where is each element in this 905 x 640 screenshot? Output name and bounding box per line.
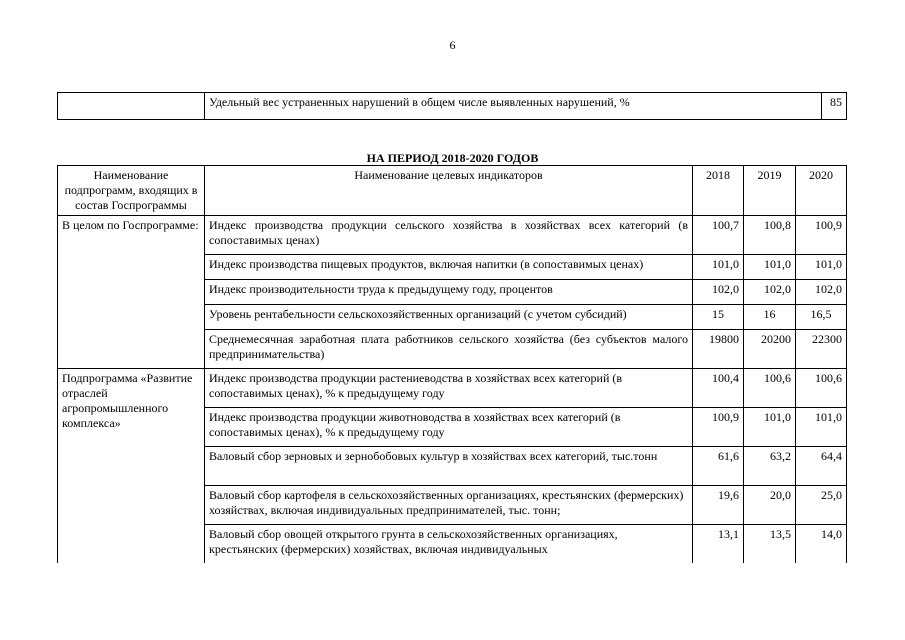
header-subprogram: Наименование подпрограмм, входящих в состав Госпрограммы	[58, 166, 205, 216]
value-cell: 101,0	[744, 408, 796, 447]
empty-cell	[58, 93, 205, 120]
value-cell: 16,5	[796, 305, 847, 330]
value-cell: 19,6	[693, 486, 744, 525]
table-row	[58, 93, 847, 120]
indicators-table	[57, 165, 847, 563]
header-year: 2020	[796, 166, 847, 216]
indicator-cell: Индекс производства продукции сельского хозяйства в хозяйствах всех категорий (в сопоставимых ценах)	[205, 216, 693, 255]
value-cell: 63,2	[744, 447, 796, 486]
value-cell: 16	[744, 305, 796, 330]
value-cell: 64,4	[796, 447, 847, 486]
indicator-cell: Среднемесячная заработная плата работников сельского хозяйства (без субъектов малого предпринимательства)	[205, 330, 693, 369]
value-cell: 101,0	[796, 255, 847, 280]
table-row	[58, 216, 847, 255]
value-cell: 101,0	[693, 255, 744, 280]
header-indicator: Наименование целевых индикаторов	[205, 166, 693, 216]
group-name: В целом по Госпрограмме:	[58, 216, 205, 369]
header-year: 2018	[693, 166, 744, 216]
period-title: НА ПЕРИОД 2018-2020 ГОДОВ	[366, 151, 539, 165]
value-cell: 102,0	[796, 280, 847, 305]
top-table	[57, 92, 847, 120]
value-cell: 22300	[796, 330, 847, 369]
page-number: 6	[449, 38, 456, 52]
header-year: 2019	[744, 166, 796, 216]
indicator-cell: Индекс производительности труда к предыдущему году, процентов	[205, 280, 693, 305]
group-name: Подпрограмма «Развитие отраслей агропромышленного комплекса»	[58, 369, 205, 564]
value-cell: 100,8	[744, 216, 796, 255]
value-cell: 13,1	[693, 525, 744, 564]
value-cell: 100,6	[796, 369, 847, 408]
indicator-cell: Уровень рентабельности сельскохозяйственных организаций (с учетом субсидий)	[205, 305, 693, 330]
value-cell: 100,7	[693, 216, 744, 255]
value-cell: 102,0	[744, 280, 796, 305]
indicator-cell: Индекс производства продукции растениеводства в хозяйствах всех категорий (в сопоставимых ценах), % к предыдущему году	[205, 369, 693, 408]
indicator-cell: Валовый сбор зерновых и зернобобовых культур в хозяйствах всех категорий, тыс.тонн	[205, 447, 693, 486]
value-cell: 15	[693, 305, 744, 330]
value-cell: 102,0	[693, 280, 744, 305]
value-cell: 100,6	[744, 369, 796, 408]
value-cell: 19800	[693, 330, 744, 369]
header-row	[58, 166, 847, 216]
indicator-cell: Валовый сбор овощей открытого грунта в сельскохозяйственных организациях, крестьянских (фермерских) хозяйствах, включая индивидуальных	[205, 525, 693, 564]
table-row	[58, 369, 847, 408]
value-cell: 20,0	[744, 486, 796, 525]
value-cell: 101,0	[796, 408, 847, 447]
value-cell: 85	[822, 93, 847, 120]
value-cell: 61,6	[693, 447, 744, 486]
value-cell: 13,5	[744, 525, 796, 564]
value-cell: 101,0	[744, 255, 796, 280]
indicator-cell: Валовый сбор картофеля в сельскохозяйственных организациях, крестьянских (фермерских) хозяйствах, включая индивидуальных предпринимателей, тыс. тонн;	[205, 486, 693, 525]
indicator-cell: Индекс производства продукции животноводства в хозяйствах всех категорий (в сопоставимых ценах), % к предыдущему году	[205, 408, 693, 447]
value-cell: 25,0	[796, 486, 847, 525]
value-cell: 100,9	[693, 408, 744, 447]
value-cell: 100,9	[796, 216, 847, 255]
value-cell: 100,4	[693, 369, 744, 408]
indicator-cell: Удельный вес устраненных нарушений в общем числе выявленных нарушений, %	[205, 93, 822, 120]
value-cell: 20200	[744, 330, 796, 369]
indicator-cell: Индекс производства пищевых продуктов, включая напитки (в сопоставимых ценах)	[205, 255, 693, 280]
value-cell: 14,0	[796, 525, 847, 564]
